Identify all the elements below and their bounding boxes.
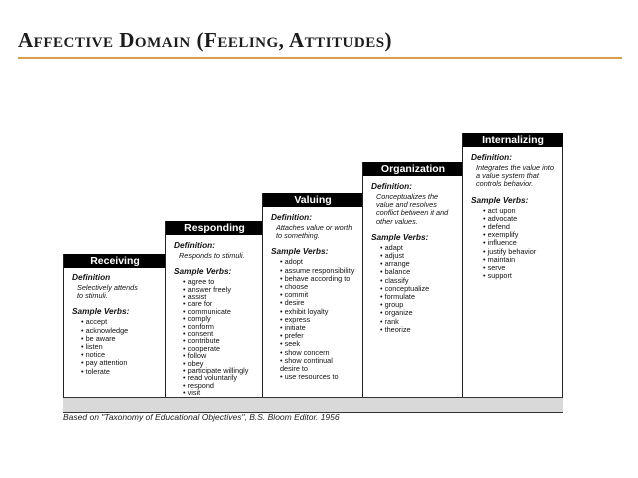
verb-item: • support (483, 272, 563, 280)
verb-item: • pay attention (81, 359, 166, 367)
verb-item: • assume responsibility (280, 267, 363, 275)
definition-text: Integrates the value into a value system that controls behavior. (476, 163, 554, 189)
definition-text: Conceptualizes the value and resolves conflict between it and other values. (376, 192, 449, 226)
definition-text: Responds to stimuli. (179, 251, 245, 260)
sample-verbs-label: Sample Verbs: (72, 306, 130, 317)
verb-item: • conform (183, 323, 263, 330)
verb-item: • cooperate (183, 345, 263, 352)
verb-item: • classify (380, 277, 463, 285)
source-citation: Based on "Taxonomy of Educational Objectives", B.S. Bloom Editor. 1956 (63, 412, 340, 422)
verb-list (72, 318, 166, 375)
definition-label: Definition (72, 272, 111, 282)
step-internalizing (462, 133, 563, 397)
step-body (463, 147, 563, 280)
definition-label: Definition: (371, 181, 413, 191)
verb-item: • exemplify (483, 231, 563, 239)
verb-item: • seek (280, 340, 363, 348)
verb-item: • choose (280, 283, 363, 291)
verb-item: • listen (81, 343, 166, 351)
verb-item: • be aware (81, 335, 166, 343)
sample-verbs-label: Sample Verbs: (371, 231, 429, 242)
verb-item: • theorize (380, 326, 463, 334)
verb-item: • acknowledge (81, 327, 166, 335)
verb-item: • respond (183, 382, 263, 389)
step-header: Valuing (263, 193, 363, 207)
verb-item: • consent (183, 330, 263, 337)
verb-item: • use resources to (280, 373, 363, 381)
verb-item: • formulate (380, 293, 463, 301)
definition-label: Definition: (174, 240, 216, 250)
verb-item: • show continual desire to (280, 357, 363, 373)
verb-item: • arrange (380, 260, 463, 268)
verb-item: • justify behavior (483, 248, 563, 256)
verb-item: • tolerate (81, 368, 166, 376)
page-title: Affective Domain (Feeling, Attitudes) (18, 28, 393, 52)
definition-label: Definition: (271, 212, 313, 222)
verb-item: • show concern (280, 349, 363, 357)
verb-item: • balance (380, 268, 463, 276)
verb-item: • assist (183, 293, 263, 300)
definition-text: Selectively attends to stimuli. (77, 283, 138, 301)
definition-text: Attaches value or worth to something. (276, 223, 353, 241)
step-body (363, 176, 463, 334)
verb-item: • contribute (183, 337, 263, 344)
step-header: Organization (363, 162, 463, 176)
verb-item: • behave according to (280, 275, 363, 283)
verb-item: • initiate (280, 324, 363, 332)
verb-item: • accept (81, 318, 166, 326)
step-receiving (63, 254, 166, 397)
verb-item: • group (380, 301, 463, 309)
verb-item: • express (280, 316, 363, 324)
verb-item: • defend (483, 223, 563, 231)
verb-list (174, 278, 263, 404)
verb-item: • agree to (183, 278, 263, 285)
verb-item: • exhibit loyalty (280, 308, 363, 316)
verb-item: • care for (183, 300, 263, 307)
staircase-base-bar (63, 397, 563, 413)
verb-item: • adopt (280, 258, 363, 266)
verb-item: • commit (280, 291, 363, 299)
step-header: Receiving (64, 254, 166, 268)
verb-list (371, 244, 463, 334)
step-organization (362, 162, 463, 397)
verb-item: • adjust (380, 252, 463, 260)
verb-item: • notice (81, 351, 166, 359)
verb-list (271, 258, 363, 381)
step-header: Internalizing (463, 133, 563, 147)
step-body (166, 235, 263, 404)
verb-item: • serve (483, 264, 563, 272)
verb-item: • adapt (380, 244, 463, 252)
title-underline (18, 57, 622, 59)
step-body (263, 207, 363, 381)
step-valuing (262, 193, 363, 397)
verb-item: • follow (183, 352, 263, 359)
sample-verbs-label: Sample Verbs: (271, 246, 329, 257)
verb-item: • influence (483, 239, 563, 247)
sample-verbs-label: Sample Verbs: (174, 266, 232, 277)
verb-list (471, 207, 563, 281)
verb-item: • obey (183, 360, 263, 367)
verb-item: • communicate (183, 308, 263, 315)
step-body (64, 268, 166, 376)
verb-item: • participate willingly (183, 367, 263, 374)
verb-item: • answer freely (183, 286, 263, 293)
step-responding (165, 221, 263, 397)
sample-verbs-label: Sample Verbs: (471, 194, 529, 205)
verb-item: • desire (280, 299, 363, 307)
verb-item: • maintain (483, 256, 563, 264)
verb-item: • rank (380, 318, 463, 326)
verb-item: • organize (380, 309, 463, 317)
verb-item: • visit (183, 389, 263, 396)
verb-item: • comply (183, 315, 263, 322)
verb-item: • conceptualize (380, 285, 463, 293)
verb-item: • read voluntarily (183, 374, 263, 381)
step-header: Responding (166, 221, 263, 235)
verb-item: • advocate (483, 215, 563, 223)
verb-item: • act upon (483, 207, 563, 215)
verb-item: • prefer (280, 332, 363, 340)
definition-label: Definition: (471, 152, 513, 162)
